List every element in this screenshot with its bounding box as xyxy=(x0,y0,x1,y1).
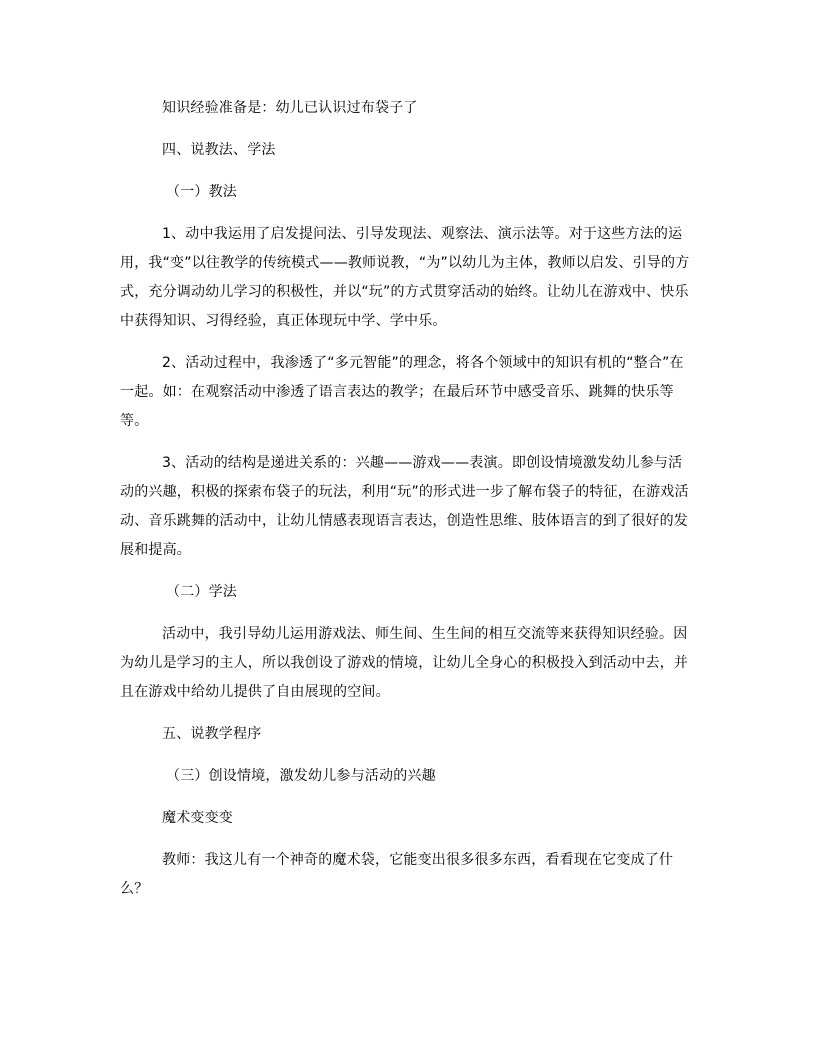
paragraph-spacer xyxy=(120,749,696,762)
paragraph-magic-title: 魔术变变变 xyxy=(162,810,233,826)
subheading-teaching-method: （一）教法 xyxy=(166,184,237,200)
paragraph-spacer xyxy=(120,833,696,846)
document-body xyxy=(120,94,696,904)
paragraph-method-2: 2、活动过程中，我渗透了“多元智能”的理念，将各个领域中的知识有机的“整合”在一起。如：在观察活动中渗透了语言表达的教学；在最后环节中感受音乐、跳舞的快乐等等。 xyxy=(120,355,684,429)
paragraph-spacer xyxy=(120,791,696,804)
paragraph-spacer xyxy=(120,565,696,578)
paragraph-method-1: 1、动中我运用了启发提问法、引导发现法、观察法、演示法等。对于这些方法的运用，我“变”以往教学的传统模式——教师说教，“为”以幼儿为主体，教师以启发、引导的方式，充分调动幼儿学习的积极性，并以“玩”的方式贯穿活动的始终。让幼儿在游戏中、快乐中获得知识、习得经验，真正体现玩中学、学中乐。 xyxy=(120,226,690,329)
paragraph-method-3: 3、活动的结构是递进关系的：兴趣——游戏——表演。即创设情境激发幼儿参与活动的兴趣，积极的探索布袋子的玩法，利用“玩”的形式进一步了解布袋子的特征，在游戏活动、音乐跳舞的活动中，让幼儿情感表现语言表达，创造性思维、肢体语言的到了很好的发展和提高。 xyxy=(120,455,689,558)
paragraph-teacher-line: 教师：我这儿有一个神奇的魔术袋，它能变出很多很多东西，看看现在它变成了什么？ xyxy=(120,852,674,897)
paragraph-spacer xyxy=(120,336,696,349)
heading-teaching-methods: 四、说教法、学法 xyxy=(162,142,276,158)
paragraph-spacer xyxy=(120,207,696,220)
paragraph-spacer xyxy=(120,436,696,449)
paragraph-learning-method: 活动中，我引导幼儿运用游戏法、师生间、生生间的相互交流等来获得知识经验。因为幼儿是学习的主人，所以我创设了游戏的情境，让幼儿全身心的积极投入到活动中去，并且在游戏中给幼儿提供了自由展现的空间。 xyxy=(120,626,688,700)
paragraph-spacer xyxy=(120,607,696,620)
paragraph-spacer xyxy=(120,707,696,720)
paragraph-spacer xyxy=(120,165,696,178)
subheading-learning-method: （二）学法 xyxy=(166,584,237,600)
subheading-create-scenario: （三）创设情境，激发幼儿参与活动的兴趣 xyxy=(166,768,436,784)
heading-teaching-procedure: 五、说教学程序 xyxy=(162,726,262,742)
paragraph-knowledge-prep: 知识经验准备是：幼儿已认识过布袋子了 xyxy=(162,100,418,116)
paragraph-spacer xyxy=(120,123,696,136)
